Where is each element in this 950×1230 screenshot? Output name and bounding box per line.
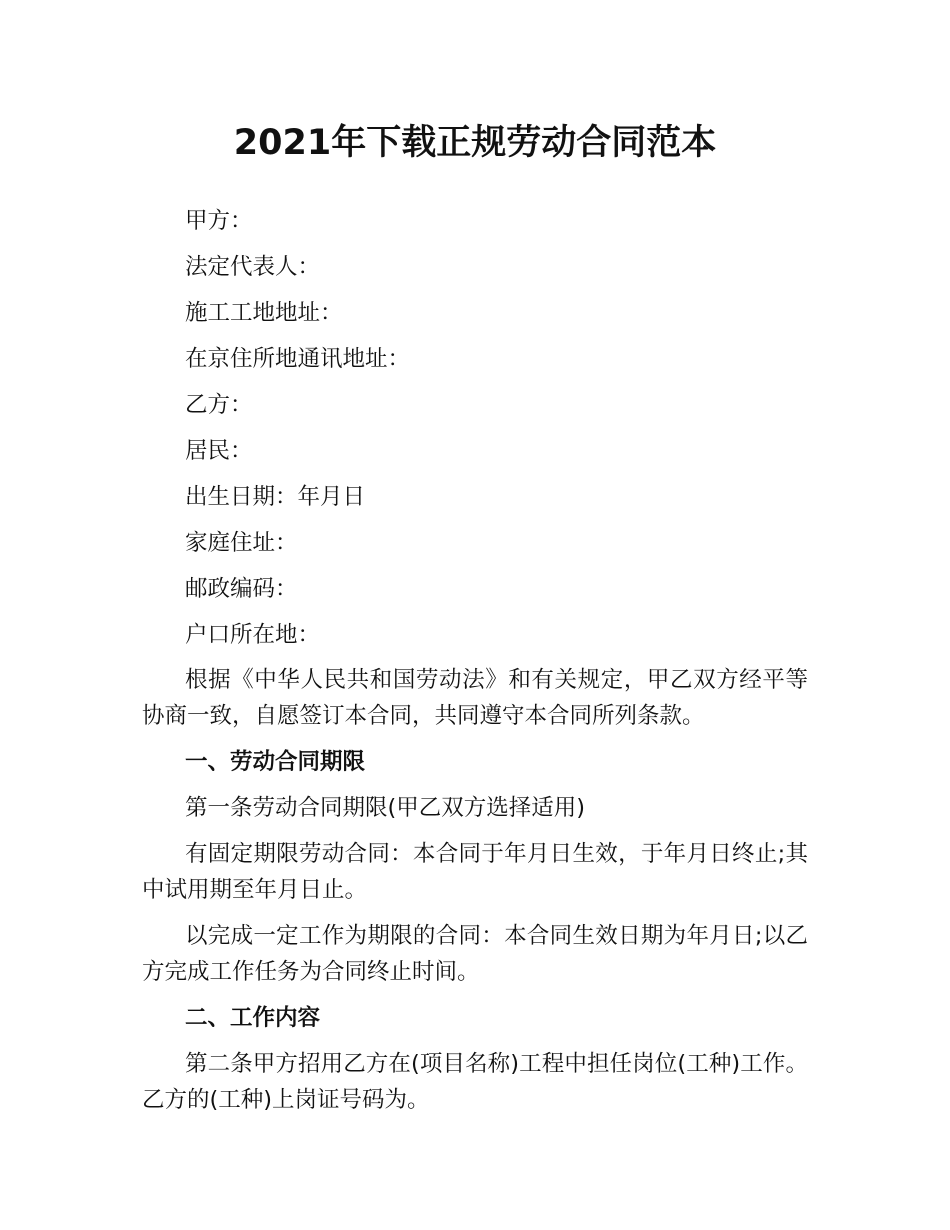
paragraph-article-2: 第二条甲方招用乙方在(项目名称)工程中担任岗位(工种)工作。乙方的(工种)上岗证号码为。: [142, 1051, 808, 1113]
field-legal-representative: 法定代表人：: [185, 254, 321, 280]
field-party-b: 乙方：: [185, 392, 253, 418]
article-1-title: 第一条劳动合同期限(甲乙双方选择适用): [185, 795, 586, 821]
paragraph-task-based-term: 以完成一定工作为期限的合同：本合同生效日期为年月日;以乙方完成工作任务为合同终止时间。: [142, 923, 808, 985]
field-household-registration: 户口所在地：: [185, 622, 321, 648]
section-heading-job-content: 二、工作内容: [185, 1005, 321, 1031]
intro-paragraph: 根据《中华人民共和国劳动法》和有关规定，甲乙双方经平等协商一致，自愿签订本合同，共同遵守本合同所列条款。: [142, 667, 808, 729]
field-beijing-address: 在京住所地通讯地址：: [185, 346, 411, 372]
field-home-address: 家庭住址：: [185, 530, 298, 556]
paragraph-fixed-term: 有固定期限劳动合同：本合同于年月日生效，于年月日终止;其中试用期至年月日止。: [142, 841, 808, 903]
field-site-address: 施工工地地址：: [185, 300, 343, 326]
field-resident: 居民：: [185, 438, 253, 464]
field-party-a: 甲方：: [185, 208, 253, 234]
document-body: [142, 198, 808, 1128]
document-title: 2021年下载正规劳动合同范本: [233, 123, 717, 163]
field-postal-code: 邮政编码：: [185, 576, 298, 602]
section-heading-contract-term: 一、劳动合同期限: [185, 749, 366, 775]
field-birth-date: 出生日期：年月日: [185, 484, 366, 510]
